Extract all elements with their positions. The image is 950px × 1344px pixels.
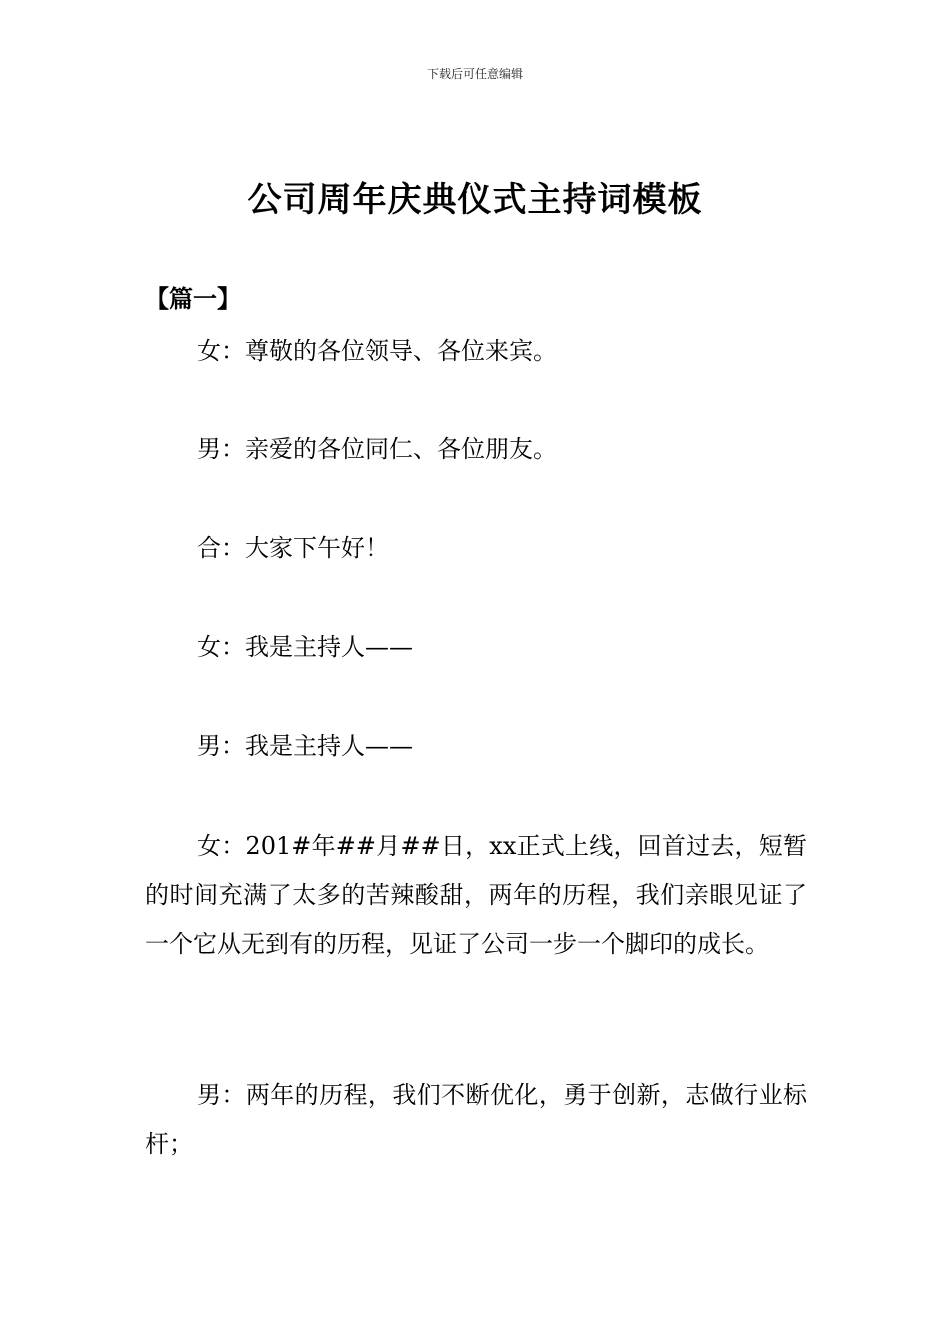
page-header-note: 下载后可任意编辑 — [426, 67, 523, 81]
paragraph-4: 女：我是主持人—— — [197, 633, 413, 661]
paragraph-3: 合：大家下午好！ — [197, 534, 389, 562]
section-label: 【篇一】 — [145, 284, 241, 313]
document-title: 公司周年庆典仪式主持词模板 — [247, 180, 703, 220]
paragraph-6: 女：201#年##月##日，xx正式上线，回首过去，短暂的时间充满了太多的苦辣酸甜，两年的历程，我们亲眼见证了一个它从无到有的历程，见证了公司一步一个脚印的成长。 — [145, 832, 807, 958]
paragraph-1: 女：尊敬的各位领导、各位来宾。 — [197, 337, 557, 365]
paragraph-5: 男：我是主持人—— — [197, 732, 413, 760]
paragraph-7: 男：两年的历程，我们不断优化，勇于创新，志做行业标杆； — [145, 1081, 807, 1158]
paragraph-2: 男：亲爱的各位同仁、各位朋友。 — [197, 435, 557, 463]
